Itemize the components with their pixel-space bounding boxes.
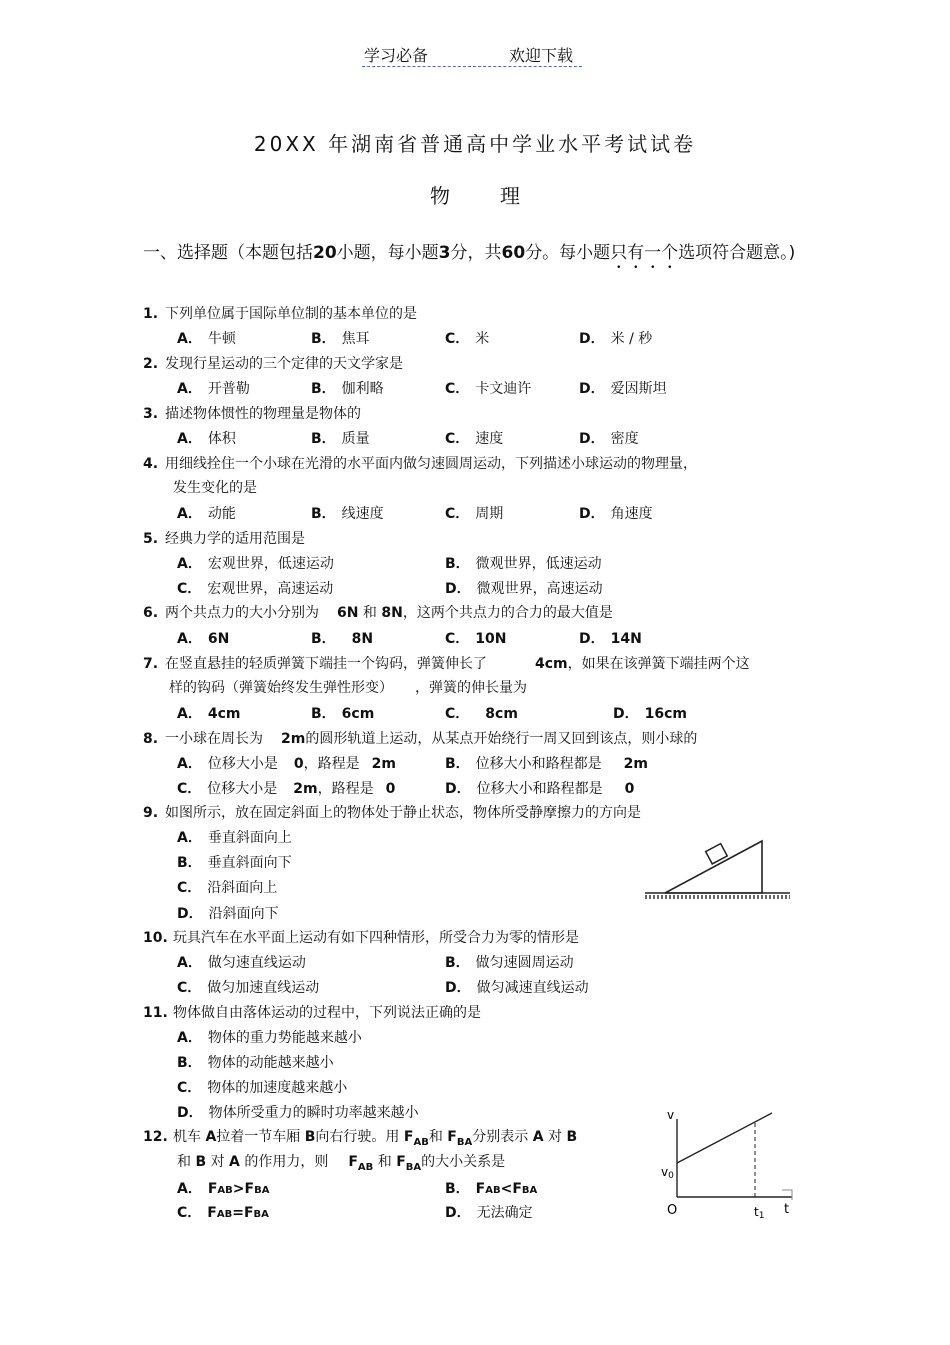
q9-option-b: B． 垂直斜面向下 bbox=[177, 855, 292, 871]
q4-option-b: B． 线速度 bbox=[311, 506, 384, 522]
q9-option-a: A． 垂直斜面向上 bbox=[177, 830, 292, 846]
q11-option-b: B． 物体的动能越来越小 bbox=[177, 1055, 334, 1071]
vt-graph bbox=[660, 1105, 805, 1220]
q10-option-d: D． 做匀减速直线运动 bbox=[445, 980, 589, 996]
q5-option-d: D． 微观世界，高速运动 bbox=[445, 581, 603, 597]
q10-option-b: B． 做匀速圆周运动 bbox=[445, 955, 574, 971]
q7-option-b: B． 6cm bbox=[311, 706, 375, 722]
header-left: 学习必备 bbox=[364, 46, 429, 65]
emphasis-text: 只有一个 bbox=[610, 243, 679, 263]
q7-option-c: C． 8cm bbox=[445, 706, 518, 722]
q3-option-a: A． 体积 bbox=[177, 431, 236, 447]
section-instructions: 一、选择题（本题包括20小题，每小题3分，共60分。每小题只有一个选项符合题意。) bbox=[143, 243, 796, 263]
q7-option-a: A． 4cm bbox=[177, 706, 241, 722]
q2-option-b: B． 伽利略 bbox=[311, 381, 384, 397]
incline-diagram bbox=[640, 835, 800, 905]
q6-option-c: C． 10N bbox=[445, 631, 507, 647]
q2-option-d: D． 爱因斯坦 bbox=[579, 381, 667, 397]
question-1: 1. 下列单位属于国际单位制的基本单位的是 bbox=[143, 306, 417, 322]
question-11: 11. 物体做自由落体运动的过程中，下列说法正确的是 bbox=[143, 1005, 481, 1021]
page-header bbox=[362, 42, 582, 67]
graph-line bbox=[677, 1113, 772, 1163]
q6-option-a: A． 6N bbox=[177, 631, 230, 647]
q3-option-d: D． 密度 bbox=[579, 431, 639, 447]
q8-option-d: D． 位移大小和路程都是 0 bbox=[445, 781, 635, 797]
q4-option-c: C． 周期 bbox=[445, 506, 504, 522]
q9-option-d: D． 沿斜面向下 bbox=[177, 906, 279, 922]
question-8: 8. 一小球在周长为 2m的圆形轨道上运动，从某点开始绕行一周又回到该点，则小球的 bbox=[143, 731, 698, 747]
question-6: 6. 两个共点力的大小分别为 6N 和 8N，这两个共点力的合力的最大值是 bbox=[143, 605, 613, 621]
question-12: 12. 机车 A拉着一节车厢 B向右行驶。用 $F_{AB}$和 $F_{BA}$分别表示 A 对 B bbox=[143, 1129, 578, 1148]
q7-option-d: D． 16cm bbox=[613, 706, 687, 722]
q3-option-c: C． 速度 bbox=[445, 431, 504, 447]
q10-option-a: A． 做匀速直线运动 bbox=[177, 955, 306, 971]
q1-option-a: A． 牛顿 bbox=[177, 331, 236, 347]
q1-option-c: C． 米 bbox=[445, 331, 490, 347]
q2-option-c: C． 卡文迪许 bbox=[445, 381, 532, 397]
q1-option-b: B． 焦耳 bbox=[311, 331, 370, 347]
graph-v0-label: v0 bbox=[661, 1165, 674, 1181]
q5-option-c: C． 宏观世界，高速运动 bbox=[177, 581, 334, 597]
question-10: 10. 玩具汽车在水平面上运动有如下四种情形，所受合力为零的情形是 bbox=[143, 930, 579, 946]
question-5: 5. 经典力学的适用范围是 bbox=[143, 531, 305, 547]
question-12-line2: 和 B 对 A 的作用力，则 $F_{AB}$ 和 $F_{BA}$的大小关系是 bbox=[177, 1154, 506, 1173]
q3-option-b: B． 质量 bbox=[311, 431, 370, 447]
q2-option-a: A． 开普勒 bbox=[177, 381, 250, 397]
incline-triangle bbox=[665, 841, 762, 893]
question-4: 4. 用细线拴住一个小球在光滑的水平面内做匀速圆周运动，下列描述小球运动的物理量， bbox=[143, 456, 697, 472]
q6-option-d: D． 14N bbox=[579, 631, 642, 647]
q4-option-d: D． 角速度 bbox=[579, 506, 653, 522]
q8-option-b: B． 位移大小和路程都是 2m bbox=[445, 756, 649, 772]
q1-option-d: D． 米 / 秒 bbox=[579, 331, 653, 347]
q5-option-b: B． 微观世界，低速运动 bbox=[445, 556, 602, 572]
q5-option-a: A． 宏观世界，低速运动 bbox=[177, 556, 334, 572]
exam-title: 20XX 年湖南省普通高中学业水平考试试卷 bbox=[253, 132, 697, 156]
header-right: 欢迎下载 bbox=[509, 46, 574, 65]
graph-origin-label: O bbox=[667, 1203, 678, 1218]
graph-v-label: v bbox=[667, 1108, 675, 1122]
q9-option-c: C． 沿斜面向上 bbox=[177, 880, 278, 896]
q11-option-d: D． 物体所受重力的瞬时功率越来越小 bbox=[177, 1105, 419, 1121]
question-9: 9. 如图所示，放在固定斜面上的物体处于静止状态，物体所受静摩擦力的方向是 bbox=[143, 805, 641, 821]
q4-option-a: A． 动能 bbox=[177, 506, 236, 522]
q12-option-c: C． FAB=FBA bbox=[177, 1205, 269, 1221]
q12-option-b: B． FAB<FBA bbox=[445, 1181, 538, 1197]
question-7-line2: 样的钩码（弹簧始终发生弹性形变） ，弹簧的伸长量为 bbox=[169, 680, 527, 696]
exam-subject: 物理 bbox=[430, 184, 570, 208]
question-3: 3. 描述物体惯性的物理量是物体的 bbox=[143, 406, 361, 422]
question-2: 2. 发现行星运动的三个定律的天文学家是 bbox=[143, 356, 403, 372]
question-4-line2: 发生变化的是 bbox=[173, 480, 257, 496]
graph-t-label: t bbox=[784, 1202, 790, 1217]
q11-option-c: C． 物体的加速度越来越小 bbox=[177, 1080, 348, 1096]
question-7: 7. 在竖直悬挂的轻质弹簧下端挂一个钩码，弹簧伸长了 4cm，如果在该弹簧下端挂两个这 bbox=[143, 656, 750, 672]
graph-x-arrow-box bbox=[782, 1190, 792, 1200]
q8-option-c: C． 位移大小是 2m，路程是 0 bbox=[177, 781, 396, 797]
q8-option-a: A． 位移大小是 0，路程是 2m bbox=[177, 756, 396, 772]
q12-option-a: A． FAB>FBA bbox=[177, 1181, 270, 1197]
q11-option-a: A． 物体的重力势能越来越小 bbox=[177, 1030, 362, 1046]
q12-option-d: D． 无法确定 bbox=[445, 1205, 533, 1221]
graph-t1-label: t1 bbox=[754, 1205, 765, 1220]
q10-option-c: C． 做匀加速直线运动 bbox=[177, 980, 320, 996]
q6-option-b: B． 8N bbox=[311, 631, 374, 647]
